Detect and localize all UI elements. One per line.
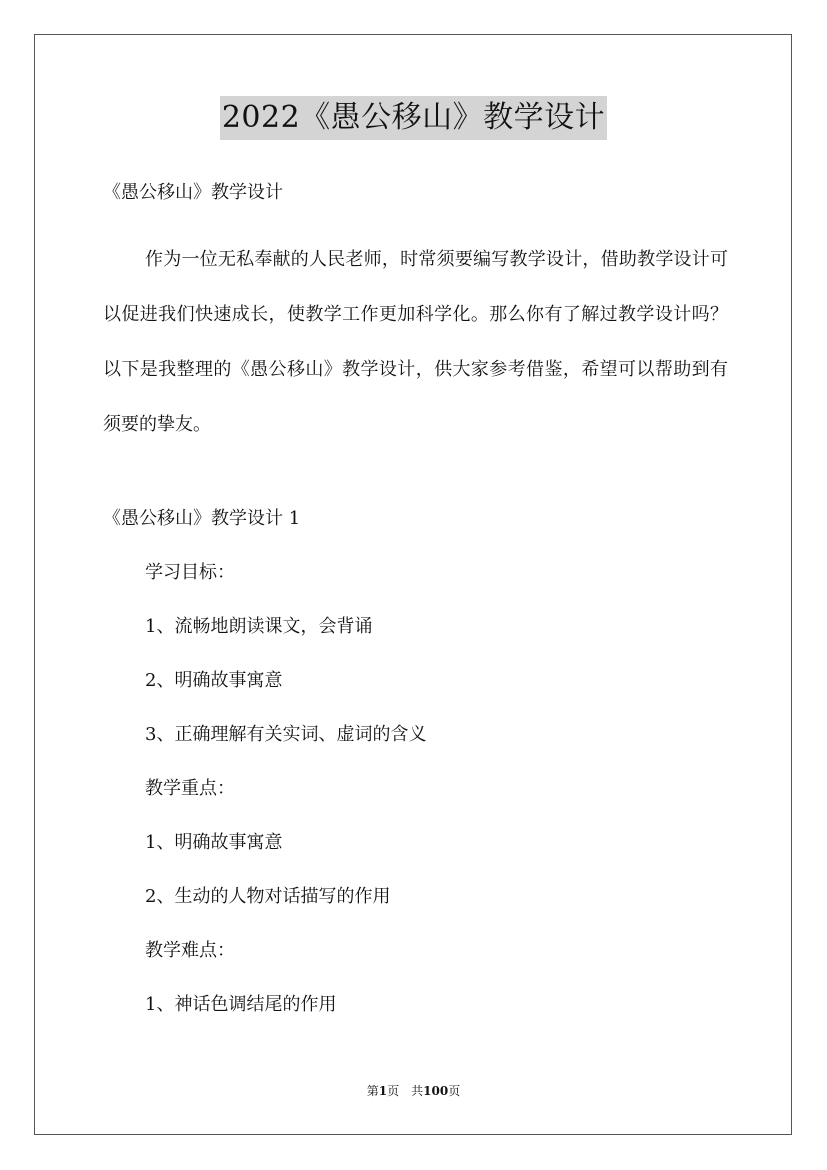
difficulties-label: 教学难点： (145, 940, 235, 961)
difficulty-item: 1、神话色调结尾的作用 (145, 994, 337, 1015)
footer-total-pages: 100 (423, 1084, 449, 1098)
key-point-item: 1、明确故事寓意 (145, 832, 283, 853)
key-point-item: 2、生动的人物对话描写的作用 (145, 886, 391, 907)
footer-prefix: 第 (366, 1084, 379, 1098)
objective-item: 3、正确理解有关实词、虚词的含义 (145, 724, 427, 745)
title-container (0, 96, 827, 140)
intro-paragraph: 作为一位无私奉献的人民老师，时常须要编写教学设计，借助教学设计可以促进我们快速成长，使教学工作更加科学化。那么你有了解过教学设计吗？以下是我整理的《愚公移山》教学设计，供大家参考借鉴，希望可以帮助到有须要的挚友。 (103, 249, 728, 435)
section-heading: 《愚公移山》教学设计 1 (103, 508, 301, 529)
intro-heading: 《愚公移山》教学设计 (103, 182, 283, 203)
footer-middle: 页 共 (387, 1084, 424, 1098)
objective-item: 1、流畅地朗读课文，会背诵 (145, 616, 373, 637)
footer-page-number: 1 (378, 1084, 388, 1098)
page-footer (0, 1083, 827, 1099)
objective-item: 2、明确故事寓意 (145, 670, 283, 691)
document-title: 2022《愚公移山》教学设计 (220, 96, 607, 140)
objectives-label: 学习目标： (145, 562, 235, 583)
footer-suffix: 页 (448, 1084, 461, 1098)
key-points-label: 教学重点： (145, 778, 235, 799)
